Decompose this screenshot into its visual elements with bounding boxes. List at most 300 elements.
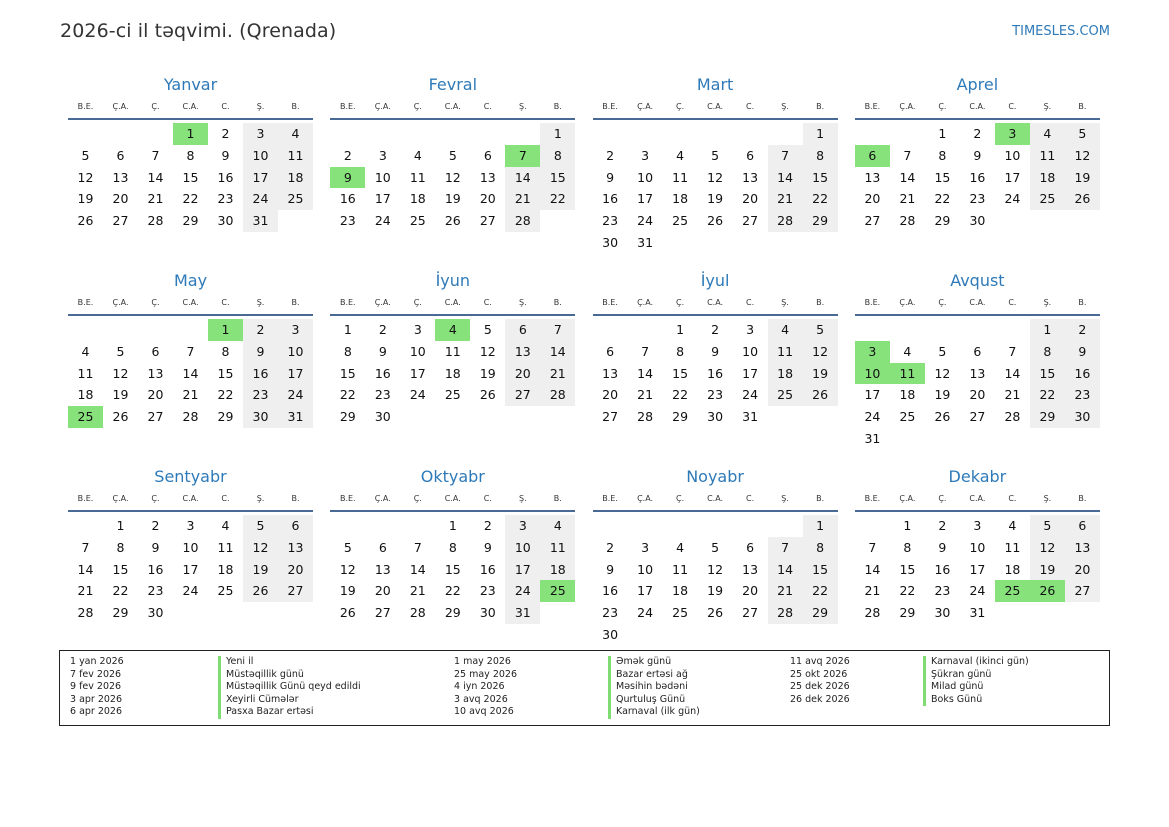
day-cell: 8 — [343, 343, 352, 359]
day-cell: 12 — [1065, 145, 1100, 167]
day-cell: 3 — [413, 322, 422, 337]
weekday-label: Ç. — [938, 102, 947, 111]
day-cell: 8 — [938, 147, 947, 163]
weekday-label: C.A. — [444, 298, 461, 307]
day-cell: 29 — [899, 605, 916, 621]
day-cell: 2 — [938, 518, 947, 533]
day-cell: 16 — [969, 169, 986, 185]
day-cell: 14 — [409, 561, 426, 577]
day-cell: 12 — [707, 169, 724, 185]
day-cell: 1 — [1030, 319, 1065, 341]
day-cell: 13 — [479, 169, 496, 185]
weekday-label: B.E. — [77, 102, 94, 111]
empty-cell — [925, 319, 960, 341]
legend-holiday-name: Bazar ertəsi ağ — [608, 669, 700, 682]
weekday-label: C. — [221, 494, 230, 503]
day-cell: 11 — [217, 539, 234, 555]
day-cell: 26 — [243, 580, 278, 602]
legend-date: 25 okt 2026 — [790, 668, 848, 680]
day-cell: 23 — [217, 191, 234, 207]
day-cell: 22 — [934, 191, 951, 207]
day-cell: 27 — [1065, 580, 1100, 602]
month-7 — [593, 270, 838, 466]
month-10 — [330, 466, 575, 662]
weekday-label: Ş. — [1043, 494, 1052, 503]
day-cell: 21 — [182, 387, 199, 403]
day-cell: 15 — [182, 169, 199, 185]
empty-cell — [505, 123, 540, 145]
legend-holiday-name: Şükran günü — [923, 669, 1029, 682]
day-cell: 2 — [378, 322, 387, 337]
day-cell: 28 — [768, 210, 803, 232]
days-grid — [330, 123, 575, 232]
month-8 — [855, 270, 1100, 466]
day-cell: 2 — [343, 147, 352, 163]
days-grid — [330, 319, 575, 428]
empty-cell — [173, 319, 208, 341]
day-cell: 16 — [479, 561, 496, 577]
weekday-label: C.A. — [182, 102, 199, 111]
day-cell: 8 — [540, 145, 575, 167]
day-cell: 24 — [1004, 191, 1021, 207]
day-cell: 7 — [151, 147, 160, 163]
day-cell: 23 — [243, 384, 278, 406]
day-cell: 18 — [672, 191, 689, 207]
day-cell: 17 — [742, 365, 759, 381]
weekday-label: B. — [1078, 298, 1087, 307]
weekday-label: Ç.A. — [637, 102, 654, 111]
day-cell: 14 — [899, 169, 916, 185]
day-cell: 1 — [540, 123, 575, 145]
empty-cell — [855, 123, 890, 145]
day-cell: 7 — [903, 147, 912, 163]
day-cell: 7 — [768, 145, 803, 167]
day-cell: 29 — [182, 213, 199, 229]
weekday-label: Ç.A. — [112, 298, 129, 307]
day-cell: 9 — [378, 343, 387, 359]
day-cell: 17 — [243, 167, 278, 189]
legend-holiday-name: Əmək günü — [608, 656, 700, 669]
day-cell: 24 — [243, 188, 278, 210]
weekday-label: Ş. — [256, 494, 265, 503]
weekday-header — [68, 296, 313, 316]
weekday-label: B. — [553, 494, 562, 503]
day-cell: 1 — [676, 322, 685, 337]
weekday-header — [68, 100, 313, 120]
empty-cell — [68, 123, 103, 145]
weekday-label: B.E. — [602, 102, 618, 111]
day-cell: 8 — [676, 343, 685, 359]
day-cell: 19 — [77, 191, 94, 207]
day-cell: 28 — [864, 605, 881, 621]
day-cell: 18 — [899, 387, 916, 403]
day-cell: 27 — [969, 409, 986, 425]
days-grid — [855, 123, 1100, 232]
weekday-label: Ç.A. — [374, 298, 391, 307]
weekday-label: B.E. — [77, 298, 94, 307]
weekday-label: Ş. — [781, 298, 789, 307]
day-cell: 7 — [186, 343, 195, 359]
legend-date: 26 dek 2026 — [790, 693, 850, 705]
day-cell: 20 — [1065, 559, 1100, 581]
day-cell: 13 — [742, 169, 759, 185]
day-cell: 15 — [217, 365, 234, 381]
day-cell: 17 — [969, 561, 986, 577]
day-cell: 28 — [147, 213, 164, 229]
day-cell: 5 — [711, 147, 720, 163]
day-cell: 15 — [1030, 363, 1065, 385]
day-cell: 9 — [973, 147, 982, 163]
day-cell: 23 — [602, 213, 619, 229]
day-cell: 15 — [899, 561, 916, 577]
month-2 — [330, 74, 575, 270]
weekday-label: B.E. — [77, 494, 94, 503]
empty-cell — [698, 123, 733, 145]
weekday-header — [330, 492, 575, 512]
day-cell: 2 — [151, 518, 160, 533]
weekday-label: C.A. — [182, 494, 199, 503]
day-cell: 28 — [77, 605, 94, 621]
day-cell: 3 — [641, 539, 650, 555]
day-cell: 19 — [803, 363, 838, 385]
day-cell: 24 — [637, 213, 654, 229]
legend-holiday-name: Pasxa Bazar ertəsi — [218, 706, 361, 719]
day-cell: 27 — [742, 605, 759, 621]
legend-holiday-name: Karnaval (ilk gün) — [608, 706, 700, 719]
weekday-label: Ç. — [938, 298, 947, 307]
holiday-day: 6 — [855, 145, 890, 167]
day-cell: 6 — [505, 319, 540, 341]
empty-cell — [628, 515, 663, 537]
legend-holiday-name: Müstəqillik Günü qeyd edildi — [218, 681, 361, 694]
weekday-label: C.A. — [707, 298, 724, 307]
day-cell: 31 — [243, 210, 278, 232]
weekday-label: B. — [816, 298, 825, 307]
day-cell: 8 — [903, 539, 912, 555]
day-cell: 19 — [339, 583, 356, 599]
day-cell: 27 — [505, 384, 540, 406]
weekday-label: B. — [1078, 494, 1087, 503]
day-cell: 7 — [641, 343, 650, 359]
day-cell: 18 — [278, 167, 313, 189]
day-cell: 12 — [803, 341, 838, 363]
day-cell: 13 — [602, 365, 619, 381]
day-cell: 18 — [409, 191, 426, 207]
month-name: Avqust — [950, 271, 1005, 290]
day-cell: 4 — [768, 319, 803, 341]
day-cell: 14 — [182, 365, 199, 381]
day-cell: 19 — [707, 583, 724, 599]
day-cell: 6 — [746, 147, 755, 163]
day-cell: 3 — [505, 515, 540, 537]
day-cell: 30 — [707, 409, 724, 425]
day-cell: 23 — [707, 387, 724, 403]
weekday-label: B. — [291, 494, 300, 503]
day-cell: 26 — [112, 409, 129, 425]
day-cell: 14 — [540, 341, 575, 363]
day-cell: 29 — [444, 605, 461, 621]
day-cell: 31 — [969, 605, 986, 621]
weekday-label: B. — [553, 102, 562, 111]
day-cell: 4 — [81, 343, 90, 359]
day-cell: 4 — [278, 123, 313, 145]
day-cell: 24 — [409, 387, 426, 403]
day-cell: 18 — [1004, 561, 1021, 577]
day-cell: 5 — [116, 343, 125, 359]
weekday-label: C. — [1008, 102, 1017, 111]
legend-date: 7 fev 2026 — [70, 668, 122, 680]
day-cell: 17 — [374, 191, 391, 207]
day-cell: 17 — [505, 559, 540, 581]
empty-cell — [400, 123, 435, 145]
weekday-header — [330, 296, 575, 316]
day-cell: 25 — [278, 188, 313, 210]
day-cell: 25 — [672, 605, 689, 621]
day-cell: 2 — [606, 147, 615, 163]
legend-date: 3 apr 2026 — [70, 693, 123, 705]
empty-cell — [890, 319, 925, 341]
day-cell: 10 — [742, 343, 759, 359]
weekday-label: Ş. — [518, 102, 527, 111]
day-cell: 21 — [864, 583, 881, 599]
empty-cell — [593, 515, 628, 537]
day-cell: 3 — [746, 322, 755, 337]
day-cell: 10 — [1004, 147, 1021, 163]
weekday-label: Ç. — [413, 298, 422, 307]
legend-date: 6 apr 2026 — [70, 706, 123, 718]
legend-holiday-name: Müstəqillik günü — [218, 669, 361, 682]
empty-cell — [628, 319, 663, 341]
weekday-label: B. — [291, 298, 300, 307]
weekday-header — [855, 492, 1100, 512]
weekday-header — [593, 296, 838, 316]
weekday-header — [593, 492, 838, 512]
month-1 — [68, 74, 313, 270]
day-cell: 23 — [147, 583, 164, 599]
legend-names — [218, 656, 361, 719]
day-cell: 12 — [707, 561, 724, 577]
day-cell: 25 — [444, 387, 461, 403]
empty-cell — [890, 123, 925, 145]
empty-cell — [330, 123, 365, 145]
day-cell: 20 — [969, 387, 986, 403]
day-cell: 12 — [934, 365, 951, 381]
empty-cell — [470, 123, 505, 145]
day-cell: 12 — [444, 169, 461, 185]
weekday-label: Ç. — [151, 102, 160, 111]
day-cell: 30 — [602, 234, 619, 250]
month-name: Dekabr — [948, 467, 1007, 486]
days-grid — [593, 319, 838, 428]
day-cell: 20 — [278, 559, 313, 581]
holiday-day: 25 — [540, 580, 575, 602]
day-cell: 5 — [711, 539, 720, 555]
day-cell: 10 — [505, 537, 540, 559]
weekday-label: B.E. — [864, 298, 881, 307]
weekday-label: B. — [291, 102, 300, 111]
calendar-grid — [68, 74, 1100, 662]
day-cell: 4 — [413, 147, 422, 163]
empty-cell — [400, 515, 435, 537]
day-cell: 6 — [606, 343, 615, 359]
day-cell: 5 — [81, 147, 90, 163]
month-11 — [593, 466, 838, 662]
day-cell: 28 — [540, 384, 575, 406]
day-cell: 22 — [899, 583, 916, 599]
day-cell: 16 — [934, 561, 951, 577]
legend-names — [608, 656, 700, 719]
day-cell: 10 — [374, 169, 391, 185]
day-cell: 25 — [409, 213, 426, 229]
day-cell: 1 — [448, 518, 457, 533]
day-cell: 16 — [374, 365, 391, 381]
weekday-label: Ş. — [256, 102, 265, 111]
month-name: Fevral — [428, 75, 478, 94]
day-cell: 10 — [637, 169, 654, 185]
site-link[interactable]: TIMESLES.COM — [1012, 24, 1110, 39]
weekday-label: Ş. — [1043, 298, 1052, 307]
day-cell: 13 — [969, 365, 986, 381]
day-cell: 3 — [278, 319, 313, 341]
month-6 — [330, 270, 575, 466]
day-cell: 13 — [374, 561, 391, 577]
day-cell: 1 — [903, 518, 912, 533]
day-cell: 15 — [934, 169, 951, 185]
day-cell: 16 — [217, 169, 234, 185]
weekday-label: Ç.A. — [899, 102, 916, 111]
weekday-label: B. — [1078, 102, 1087, 111]
day-cell: 29 — [217, 409, 234, 425]
day-cell: 16 — [147, 561, 164, 577]
day-cell: 14 — [505, 167, 540, 189]
day-cell: 11 — [278, 145, 313, 167]
day-cell: 27 — [112, 213, 129, 229]
month-12 — [855, 466, 1100, 662]
day-cell: 2 — [221, 126, 230, 141]
weekday-label: Ş. — [256, 298, 265, 307]
day-cell: 26 — [707, 605, 724, 621]
day-cell: 27 — [864, 213, 881, 229]
day-cell: 29 — [803, 602, 838, 624]
day-cell: 26 — [444, 213, 461, 229]
day-cell: 2 — [606, 539, 615, 555]
day-cell: 8 — [803, 537, 838, 559]
day-cell: 12 — [1030, 537, 1065, 559]
day-cell: 25 — [672, 213, 689, 229]
weekday-label: Ç. — [413, 494, 422, 503]
legend-date: 1 yan 2026 — [70, 656, 124, 667]
empty-cell — [138, 123, 173, 145]
weekday-label: B.E. — [339, 102, 356, 111]
day-cell: 19 — [934, 387, 951, 403]
day-cell: 12 — [77, 169, 94, 185]
month-name: May — [173, 271, 208, 290]
day-cell: 13 — [742, 561, 759, 577]
legend-date: 1 may 2026 — [454, 656, 511, 667]
day-cell: 30 — [147, 605, 164, 621]
day-cell: 17 — [864, 387, 881, 403]
day-cell: 24 — [374, 213, 391, 229]
day-cell: 21 — [409, 583, 426, 599]
day-cell: 31 — [742, 409, 759, 425]
day-cell: 2 — [973, 126, 982, 141]
legend-dates — [454, 656, 517, 719]
page-title: 2026-ci il təqvimi. (Qrenada) — [60, 20, 337, 42]
day-cell: 20 — [742, 191, 759, 207]
day-cell: 6 — [973, 343, 982, 359]
day-cell: 25 — [768, 384, 803, 406]
holiday-day: 4 — [435, 319, 470, 341]
month-name: Sentyabr — [154, 467, 227, 486]
day-cell: 14 — [637, 365, 654, 381]
day-cell: 11 — [1030, 145, 1065, 167]
day-cell: 10 — [182, 539, 199, 555]
holiday-day: 7 — [505, 145, 540, 167]
day-cell: 25 — [899, 409, 916, 425]
day-cell: 27 — [479, 213, 496, 229]
weekday-label: Ç. — [676, 298, 685, 307]
weekday-label: C. — [746, 102, 755, 111]
day-cell: 29 — [112, 605, 129, 621]
weekday-label: Ç. — [938, 494, 947, 503]
empty-cell — [663, 123, 698, 145]
day-cell: 1 — [343, 322, 352, 337]
day-cell: 9 — [711, 343, 720, 359]
day-cell: 13 — [112, 169, 129, 185]
day-cell: 11 — [1004, 539, 1021, 555]
day-cell: 4 — [540, 515, 575, 537]
day-cell: 18 — [768, 363, 803, 385]
month-name: İyul — [700, 271, 730, 290]
legend-dates — [70, 656, 124, 719]
day-cell: 14 — [1004, 365, 1021, 381]
holiday-day: 1 — [173, 123, 208, 145]
day-cell: 10 — [969, 539, 986, 555]
empty-cell — [733, 515, 768, 537]
weekday-header — [855, 100, 1100, 120]
days-grid — [855, 319, 1100, 450]
day-cell: 15 — [444, 561, 461, 577]
day-cell: 11 — [540, 537, 575, 559]
day-cell: 19 — [112, 387, 129, 403]
day-cell: 2 — [711, 322, 720, 337]
day-cell: 15 — [112, 561, 129, 577]
month-name: Yanvar — [163, 75, 218, 94]
day-cell: 2 — [483, 518, 492, 533]
day-cell: 6 — [483, 147, 492, 163]
days-grid — [330, 515, 575, 624]
day-cell: 30 — [374, 409, 391, 425]
day-cell: 30 — [934, 605, 951, 621]
weekday-label: C.A. — [969, 494, 986, 503]
day-cell: 28 — [409, 605, 426, 621]
day-cell: 18 — [444, 365, 461, 381]
day-cell: 8 — [186, 147, 195, 163]
day-cell: 5 — [483, 322, 492, 337]
legend-holiday-name: Xeyirli Cümələr — [218, 694, 361, 707]
day-cell: 9 — [151, 539, 160, 555]
day-cell: 29 — [803, 210, 838, 232]
weekday-header — [330, 100, 575, 120]
day-cell: 3 — [186, 518, 195, 533]
day-cell: 19 — [243, 559, 278, 581]
day-cell: 26 — [77, 213, 94, 229]
empty-cell — [138, 319, 173, 341]
weekday-label: Ç.A. — [374, 494, 391, 503]
day-cell: 16 — [243, 363, 278, 385]
day-cell: 16 — [602, 583, 619, 599]
day-cell: 15 — [803, 559, 838, 581]
